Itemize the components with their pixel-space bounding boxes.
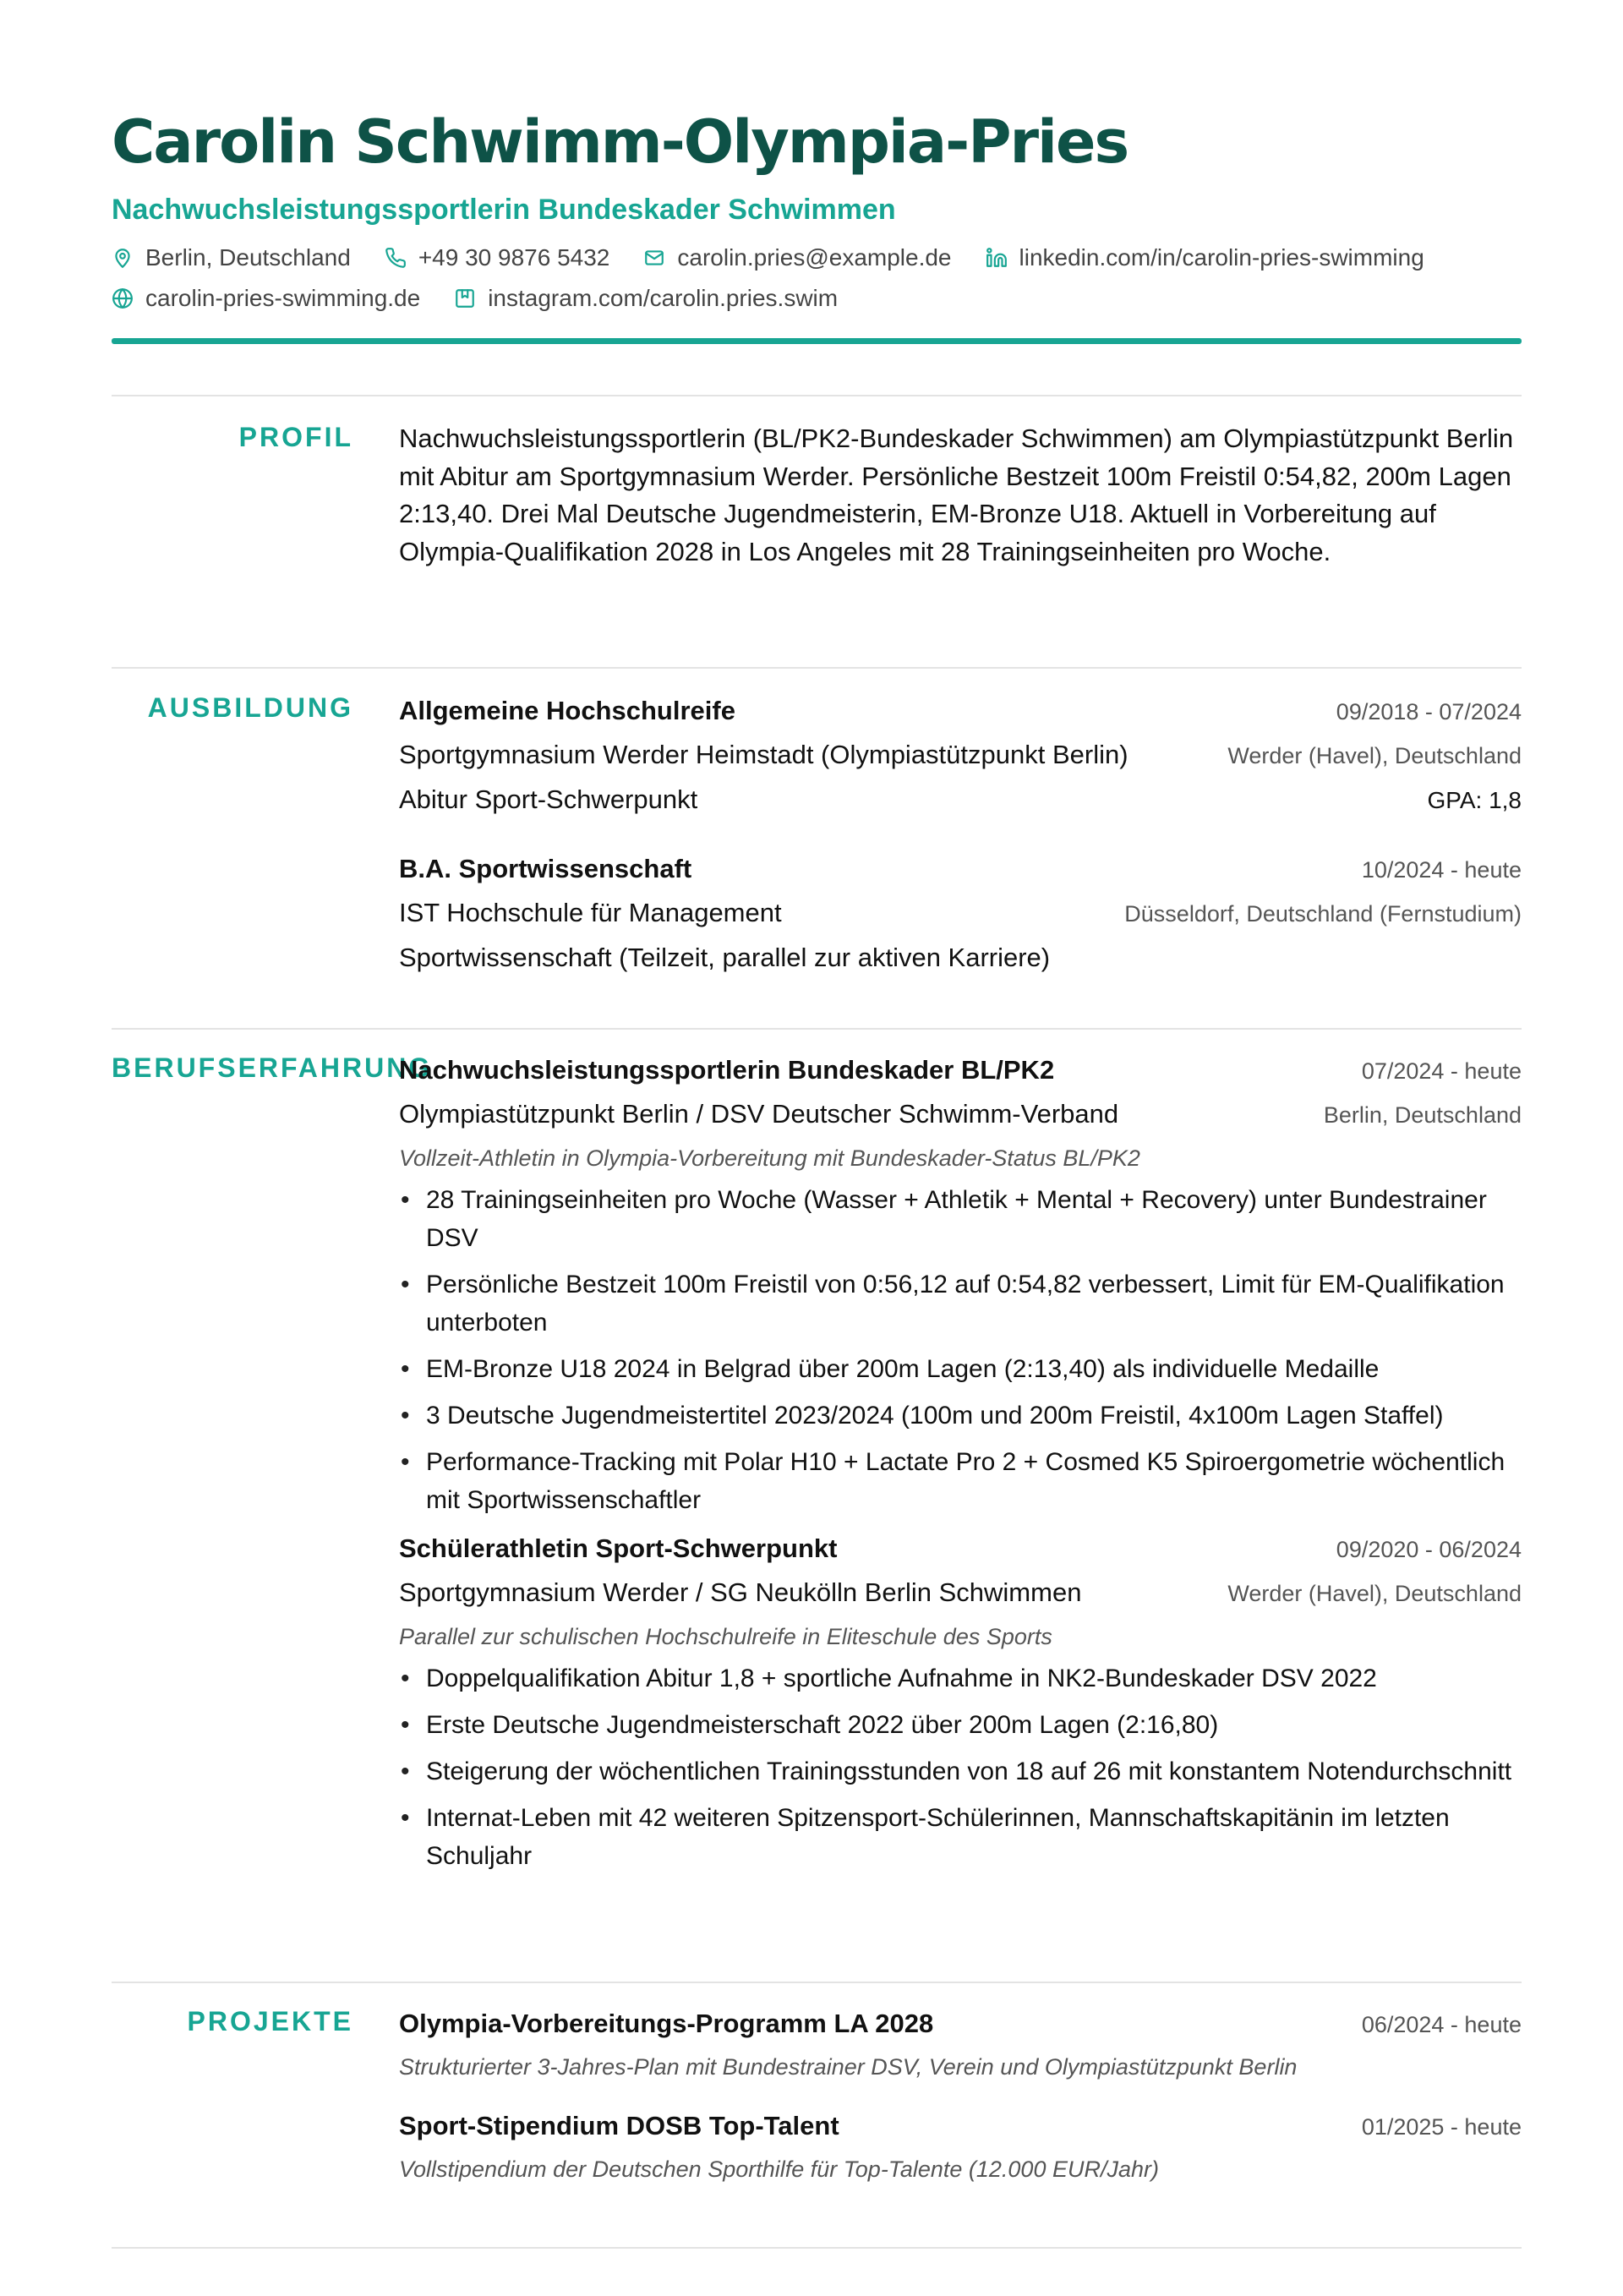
list-item: • Performance-Tracking mit Polar H10 + Lactate Pro 2 + Cosmed K5 Spiroergometrie wöchentlich mit Sportwissenschaftler: [399, 1443, 1522, 1519]
header-accent-rule: [112, 338, 1522, 344]
section-divider: [112, 667, 1522, 669]
project-entry: [399, 2003, 1522, 2088]
section-divider: [112, 395, 1522, 396]
entry-location: Berlin, Deutschland: [1323, 1102, 1522, 1128]
achievement-list: [399, 1659, 1522, 1875]
section-label-projekte: PROJEKTE: [187, 2006, 353, 2036]
entry-date: 07/2024 - heute: [1361, 1058, 1522, 1084]
contact-website[interactable]: [112, 282, 420, 314]
contact-location-text: Berlin, Deutschland: [145, 244, 351, 271]
experience-entry: [399, 1528, 1522, 1875]
candidate-subtitle: Nachwuchsleistungssportlerin Bundeskader Schwimmen: [112, 194, 896, 226]
entry-organization: Sportgymnasium Werder / SG Neukölln Berlin Schwimmen: [399, 1577, 1082, 1607]
entry-note: Abitur Sport-Schwerpunkt: [399, 784, 698, 814]
mail-icon: [643, 247, 665, 269]
section-label-ausbildung: AUSBILDUNG: [147, 692, 353, 723]
contact-website-text[interactable]: carolin-pries-swimming.de: [145, 285, 421, 311]
list-item: • Persönliche Bestzeit 100m Freistil von 0:56,12 auf 0:54,82 verbessert, Limit für EM-Qualifikation unterboten: [399, 1266, 1522, 1342]
candidate-name: Carolin Schwimm-Olympia-Pries: [112, 107, 1128, 177]
resume-header: [112, 100, 1522, 314]
education-entry: [399, 848, 1522, 980]
entry-title: Nachwuchsleistungssportlerin Bundeskader BL/PK2: [399, 1055, 1055, 1085]
section-berufserfahrung: [399, 1049, 1522, 1883]
instagram-icon: [454, 287, 476, 309]
section-ausbildung: [399, 690, 1522, 980]
entry-date: 09/2018 - 07/2024: [1336, 699, 1522, 724]
contact-email[interactable]: [643, 242, 951, 274]
entry-gpa: GPA: 1,8: [1427, 787, 1522, 813]
linkedin-icon: [986, 247, 1008, 269]
entry-description: Vollzeit-Athletin in Olympia-Vorbereitung mit Bundeskader-Status BL/PK2: [399, 1145, 1140, 1171]
entry-title: Schülerathletin Sport-Schwerpunkt: [399, 1533, 838, 1563]
entry-organization: Olympiastützpunkt Berlin / DSV Deutscher Schwimm-Verband: [399, 1099, 1119, 1129]
list-item: • EM-Bronze U18 2024 in Belgrad über 200m Lagen (2:13,40) als individuelle Medaille: [399, 1350, 1522, 1388]
entry-location: Werder (Havel), Deutschland: [1227, 743, 1522, 768]
entry-description: Strukturierter 3-Jahres-Plan mit Bundestrainer DSV, Verein und Olympiastützpunkt Berlin: [399, 2054, 1298, 2080]
entry-description: Parallel zur schulischen Hochschulreife in Eliteschule des Sports: [399, 1624, 1052, 1649]
project-entry: [399, 2105, 1522, 2190]
section-label-profil: PROFIL: [238, 422, 353, 452]
entry-title: Olympia-Vorbereitungs-Programm LA 2028: [399, 2009, 934, 2038]
education-entry: [399, 690, 1522, 823]
section-divider: [112, 1982, 1522, 1983]
profile-summary: Nachwuchsleistungssportlerin (BL/PK2-Bundeskader Schwimmen) am Olympiastützpunkt Berlin mit Abitur am Sportgymnasium Werder. Persönliche Bestzeit 100m Freistil 0:54,82, 200m Lagen 2:13,40. Drei Mal Deutsche Jugendmeisterin, EM-Bronze U18. Aktuell in Vorbereitung auf Olympia-Qualifikation 2028 in Los Angeles mit 28 Trainingseinheiten pro Woche.: [399, 424, 1514, 566]
section-profil: [399, 420, 1522, 571]
entry-date: 10/2024 - heute: [1361, 857, 1522, 883]
entry-organization: Sportgymnasium Werder Heimstadt (Olympiastützpunkt Berlin): [399, 740, 1128, 769]
contact-email-text[interactable]: carolin.pries@example.de: [677, 244, 952, 271]
contact-instagram-text[interactable]: instagram.com/carolin.pries.swim: [488, 285, 839, 311]
entry-title: Sport-Stipendium DOSB Top-Talent: [399, 2111, 839, 2140]
section-label-berufserfahrung: BERUFSERFAHRUNG: [112, 1052, 433, 1083]
contact-instagram[interactable]: [454, 282, 838, 314]
list-item: • Internat-Leben mit 42 weiteren Spitzensport-Schülerinnen, Mannschaftskapitänin im letzten Schuljahr: [399, 1799, 1522, 1875]
entry-location: Düsseldorf, Deutschland (Fernstudium): [1124, 901, 1522, 927]
entry-date: 06/2024 - heute: [1361, 2012, 1522, 2037]
list-item: • 28 Trainingseinheiten pro Woche (Wasser + Athletik + Mental + Recovery) unter Bundestrainer DSV: [399, 1181, 1522, 1257]
entry-organization: IST Hochschule für Management: [399, 898, 782, 927]
globe-icon: [112, 287, 134, 309]
experience-entry: [399, 1049, 1522, 1519]
contact-linkedin[interactable]: [986, 242, 1424, 274]
entry-title: Allgemeine Hochschulreife: [399, 696, 735, 725]
section-divider: [112, 2247, 1522, 2249]
entry-description: Vollstipendium der Deutschen Sporthilfe für Top-Talente (12.000 EUR/Jahr): [399, 2157, 1159, 2182]
entry-date: 01/2025 - heute: [1361, 2114, 1522, 2140]
section-divider: [112, 1028, 1522, 1030]
contact-phone-text: +49 30 9876 5432: [418, 244, 610, 271]
contact-list: [112, 242, 1522, 314]
achievement-list: [399, 1181, 1522, 1519]
entry-location: Werder (Havel), Deutschland: [1227, 1581, 1522, 1606]
entry-title: B.A. Sportwissenschaft: [399, 854, 692, 883]
section-projekte: [399, 2003, 1522, 2190]
entry-note: Sportwissenschaft (Teilzeit, parallel zur aktiven Karriere): [399, 943, 1051, 972]
contact-location: [112, 242, 351, 274]
contact-phone: [385, 242, 610, 274]
list-item: • Erste Deutsche Jugendmeisterschaft 2022 über 200m Lagen (2:16,80): [399, 1706, 1522, 1744]
entry-date: 09/2020 - 06/2024: [1336, 1537, 1522, 1562]
map-pin-icon: [112, 247, 134, 269]
list-item: • 3 Deutsche Jugendmeistertitel 2023/2024 (100m und 200m Freistil, 4x100m Lagen Staffel): [399, 1397, 1522, 1435]
list-item: • Steigerung der wöchentlichen Trainingsstunden von 18 auf 26 mit konstantem Notendurchschnitt: [399, 1752, 1522, 1790]
list-item: • Doppelqualifikation Abitur 1,8 + sportliche Aufnahme in NK2-Bundeskader DSV 2022: [399, 1659, 1522, 1697]
phone-icon: [385, 247, 407, 269]
contact-linkedin-text[interactable]: linkedin.com/in/carolin-pries-swimming: [1019, 244, 1424, 271]
